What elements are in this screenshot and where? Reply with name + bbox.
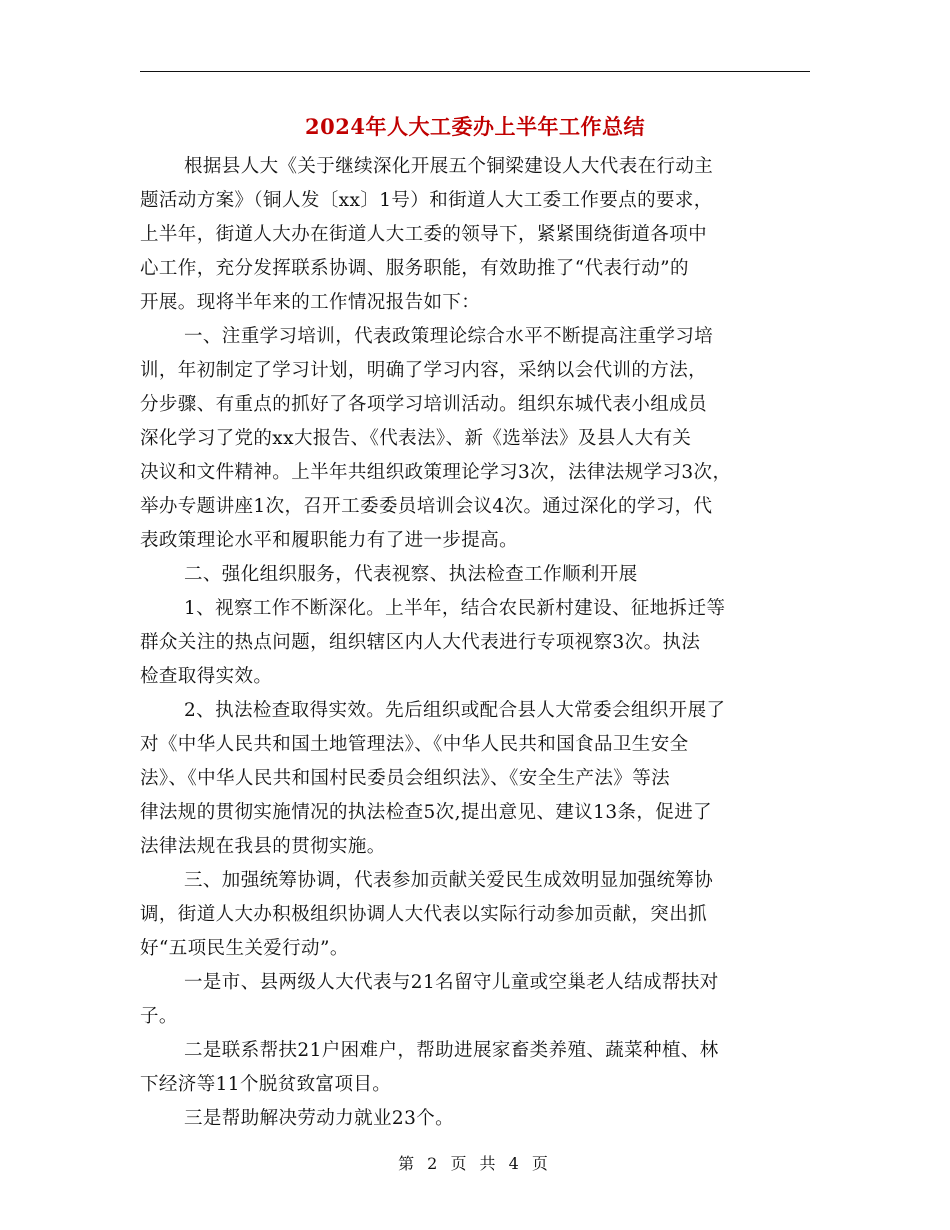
paragraph-line: 法》、《中华人民共和国村民委员会组织法》、《安全生产法》等法 (140, 768, 671, 789)
paragraph-line: 对《中华人民共和国土地管理法》、《中华人民共和国食品卫生安全 (140, 734, 689, 755)
section-heading-line: 二、强化组织服务，代表视察、执法检查工作顺利开展 (184, 564, 638, 585)
paragraph-line: 深化学习了党的xx大报告、《代表法》、新《选举法》及县人大有关 (140, 428, 692, 449)
paragraph-line: 三、加强统筹协调，代表参加贡献关爱民生成效明显加强统筹协 (184, 870, 714, 891)
paragraph-line: 决议和文件精神。上半年共组织政策理论学习3次，法律法规学习3次， (140, 462, 732, 483)
paragraph-line: 2、执法检查取得实效。先后组织或配合县人大常委会组织开展了 (184, 700, 726, 721)
paragraph-line: 法律法规在我县的贯彻实施。 (140, 836, 386, 857)
paragraph-line: 律法规的贯彻实施情况的执法检查5次,提出意见、建议13条，促进了 (140, 802, 712, 823)
paragraph-line: 二是联系帮扶21户困难户，帮助进展家畜类养殖、蔬菜种植、林 (184, 1040, 719, 1061)
header-rule (140, 71, 810, 72)
paragraph-line: 检查取得实效。 (140, 666, 273, 687)
paragraph-line: 表政策理论水平和履职能力有了进一步提高。 (140, 530, 519, 551)
paragraph-line: 三是帮助解决劳动力就业23个。 (184, 1108, 455, 1129)
paragraph-line: 根据县人大《关于继续深化开展五个铜梁建设人大代表在行动主 (184, 156, 714, 177)
paragraph-line: 群众关注的热点问题，组织辖区内人大代表进行专项视察3次。执法 (140, 632, 701, 653)
document-body (140, 150, 812, 1136)
paragraph-line: 调，街道人大办积极组织协调人大代表以实际行动参加贡献，突出抓 (140, 904, 708, 925)
paragraph-line: 举办专题讲座1次，召开工委委员培训会议4次。通过深化的学习，代 (140, 496, 713, 517)
paragraph-line: 好“五项民生关爱行动”。 (140, 938, 349, 959)
document-title: 2024年人大工委办上半年工作总结 (305, 114, 645, 139)
paragraph-line: 一是市、县两级人大代表与21名留守儿童或空巢老人结成帮扶对 (184, 972, 719, 993)
paragraph-line: 子。 (140, 1006, 178, 1027)
paragraph-line: 心工作，充分发挥联系协调、服务职能，有效助推了“代表行动”的 (140, 258, 689, 279)
page-number: 第 2 页 共 4 页 (398, 1154, 552, 1173)
paragraph-line: 下经济等11个脱贫致富项目。 (140, 1074, 392, 1095)
paragraph-line: 分步骤、有重点的抓好了各项学习培训活动。组织东城代表小组成员 (140, 394, 708, 415)
paragraph-line: 题活动方案》（铜人发〔xx〕1号）和街道人大工委工作要点的要求， (140, 190, 713, 211)
paragraph-line: 一、注重学习培训，代表政策理论综合水平不断提高注重学习培 (184, 326, 714, 347)
paragraph-line: 1、视察工作不断深化。上半年，结合农民新村建设、征地拆迁等 (184, 598, 726, 619)
paragraph-line: 训，年初制定了学习计划，明确了学习内容，采纳以会代训的方法， (140, 360, 708, 381)
paragraph-line: 上半年，街道人大办在街道人大工委的领导下，紧紧围绕街道各项中 (140, 224, 708, 245)
paragraph-line: 开展。现将半年来的工作情况报告如下： (140, 292, 481, 313)
